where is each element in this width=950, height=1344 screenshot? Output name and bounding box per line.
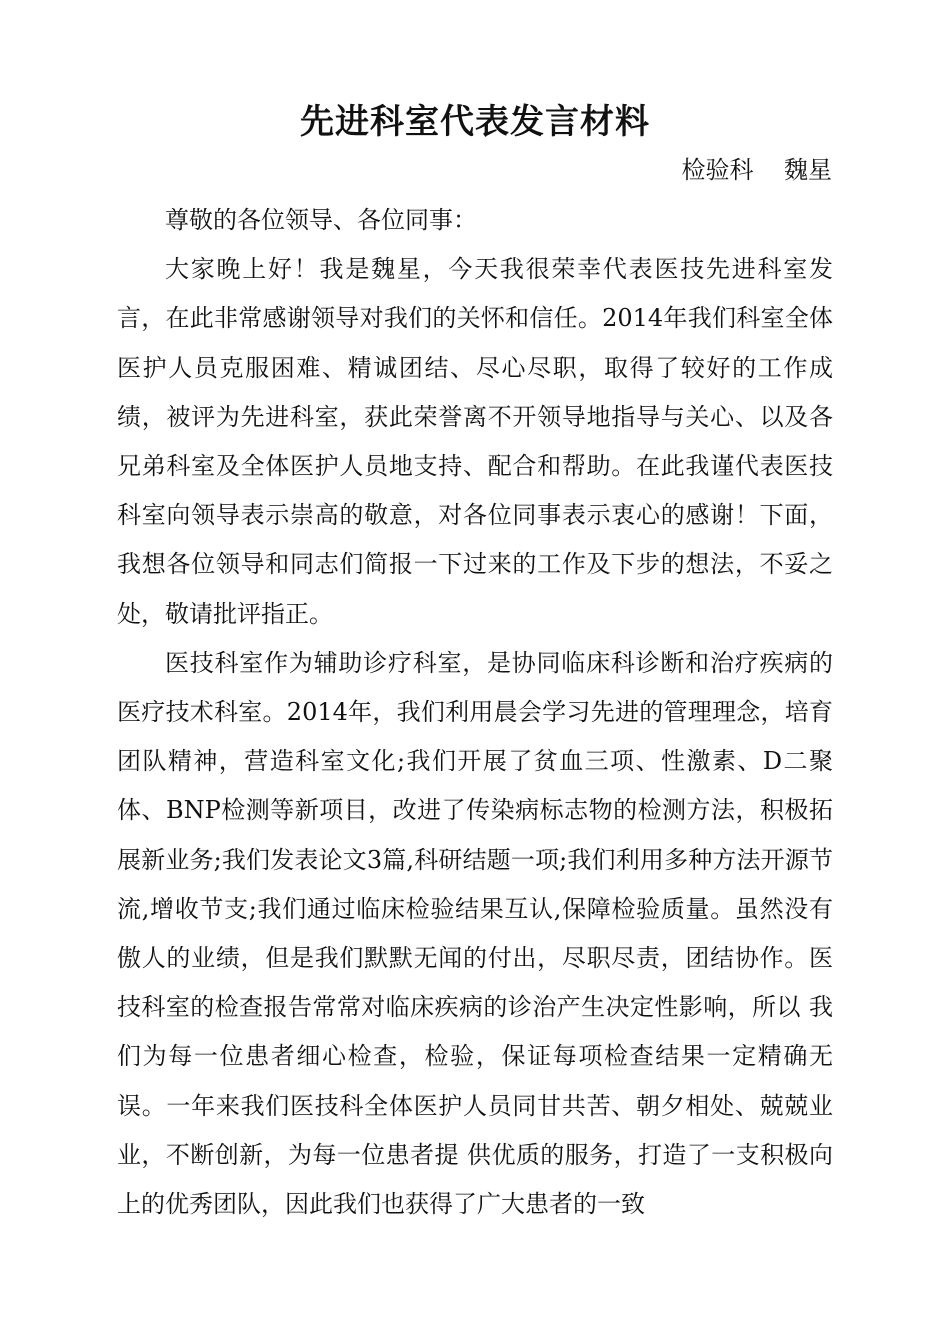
greeting-paragraph: 大家晚上好！我是魏星，今天我很荣幸代表医技先进科室发言，在此非常感谢领导对我们的关怀和信任。2014年我们科室全体医护人员克服困难、精诚团结、尽心尽职，取得了较好的工作成绩，被评为先进科室，获此荣誉离不开领导地指导与关心、以及各兄弟科室及全体医护人员地支持、配合和帮助。在此我谨代表医技科室向领导表示崇高的敬意，对各位同事表示衷心的感谢！下面，我想各位领导和同志们简报一下过来的工作及下步的想法，不妥之处，敬请批评指正。 (117, 255, 833, 628)
salutation-paragraph: 尊敬的各位领导、各位同事： (165, 206, 477, 234)
document-body (117, 196, 833, 1229)
document-title: 先进科室代表发言材料 (300, 102, 650, 142)
work-summary-paragraph: 医技科室作为辅助诊疗科室，是协同临床科诊断和治疗疾病的医疗技术科室。2014年，我们利用晨会学习先进的管理理念，培育团队精神，营造科室文化;我们开展了贫血三项、性激素、D二聚体、BNP检测等新项目，改进了传染病标志物的检测方法，积极拓展新业务;我们发表论文3篇,科研结题一项;我们利用多种方法开源节流,增收节支;我们通过临床检验结果互认,保障检验质量。虽然没有傲人的业绩，但是我们默默无闻的付出，尽职尽责，团结协作。医技科室的检查报告常常对临床疾病的诊治产生决定性影响，所以 我们为每一位患者细心检查，检验，保证每项检查结果一定精确无误。一年来我们医技科全体医护人员同甘共苦、朝夕相处、兢兢业业，不断创新，为每一位患者提 供优质的服务，打造了一支积极向上的优秀团队，因此我们也获得了广大患者的一致 (117, 648, 833, 1219)
author-line: 检验科 魏星 (681, 156, 832, 184)
